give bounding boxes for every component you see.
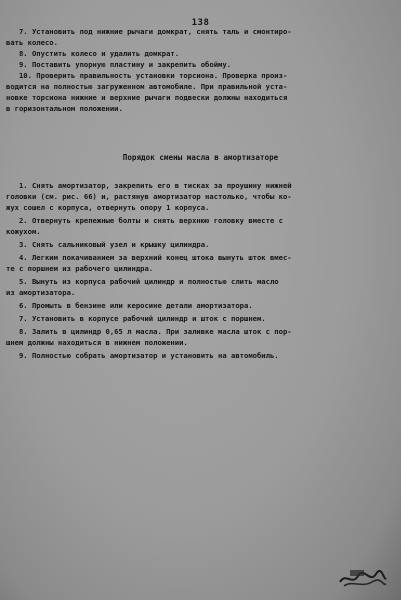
- list-item-line: 5. Вынуть из корпуса рабочий цилиндр и полностью слить масло: [6, 277, 279, 286]
- list-item-line: 8. Залить в цилиндр 0,65 л масла. При заливке масла шток с пор-: [6, 327, 292, 336]
- page-number: 138: [191, 18, 210, 28]
- text-line: вать колесо.: [6, 38, 58, 47]
- list-item-line: шнем должны находиться в нижнем положении.: [6, 338, 188, 347]
- text-line: 9. Поставить упорную пластину и закрепить обойму.: [6, 60, 232, 69]
- top-paragraphs: [6, 26, 398, 114]
- list-item-line: из амортизатора.: [6, 288, 76, 297]
- list-item-line: 2. Отвернуть крепежные болты и снять верхнюю головку вместе с: [6, 216, 283, 225]
- text-line: 8. Опустить колесо и удалить домкрат.: [6, 49, 180, 58]
- text-line: 10. Проверить правильность установки торсиона. Проверка произ-: [6, 71, 288, 80]
- numbered-list: [6, 180, 398, 361]
- list-item-line: те с поршнем из рабочего цилиндра.: [6, 264, 154, 273]
- scribble-mark: [336, 566, 388, 590]
- list-item-line: 1. Снять амортизатор, закрепить его в тисках за проушину нижней: [6, 181, 292, 190]
- list-item-line: кожухом.: [6, 227, 41, 236]
- list-item-line: головки (см. рис. 66) и, растянув амортизатор настолько, чтобы ко-: [6, 192, 292, 201]
- list-item-line: 6. Промыть в бензине или керосине детали амортизатора.: [6, 301, 253, 310]
- list-item-line: 4. Легким покачиванием за верхний конец штока вынуть шток вмес-: [6, 253, 292, 262]
- section-heading: Порядок смены масла в амортизаторе: [122, 153, 279, 162]
- list-item-line: 9. Полностью собрать амортизатор и установить на автомобиль.: [6, 351, 279, 360]
- list-item-line: 7. Установить в корпусе рабочий цилиндр и шток с поршнем.: [6, 314, 266, 323]
- text-line: в горизонтальном положении.: [6, 104, 123, 113]
- list-item-line: 3. Снять сальниковый узел и крышку цилиндра.: [6, 240, 210, 249]
- text-line: новке торсиона нижние и верхние рычаги подвески должны находиться: [6, 93, 288, 102]
- text-line: 7. Установить под нижние рычаги домкрат, снять таль и смонтиро-: [6, 27, 292, 36]
- text-line: водится на полностью загруженном автомобиле. При правильной уста-: [6, 82, 288, 91]
- list-item-line: жух сошел с корпуса, отвернуть опору 1 корпуса.: [6, 203, 210, 212]
